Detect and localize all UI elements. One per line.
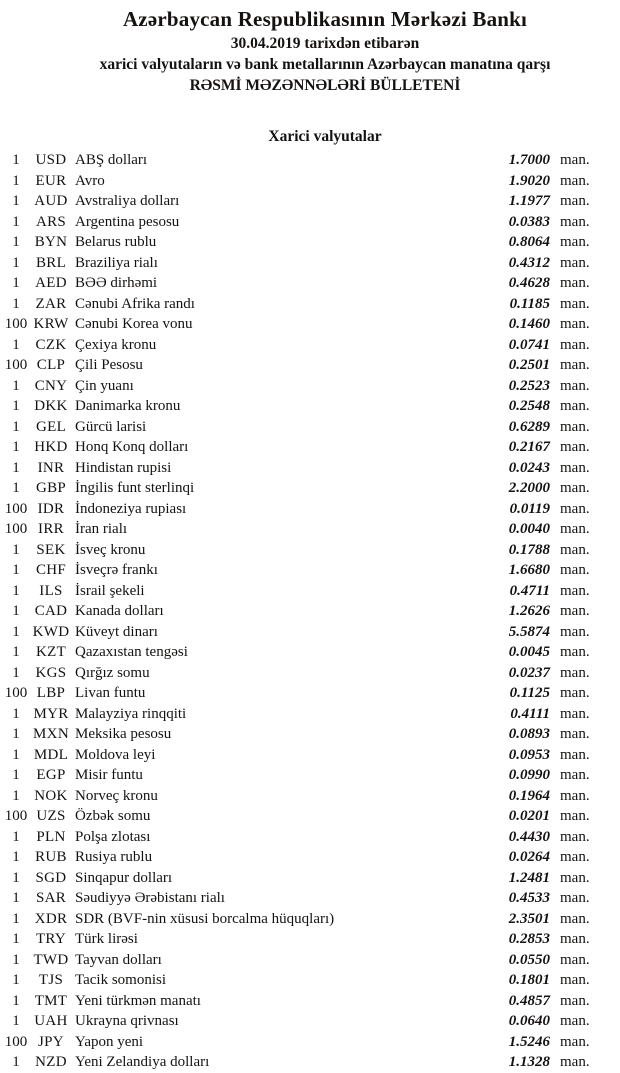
currency-code-cell: MDL	[33, 746, 69, 763]
unit-cell: man.	[560, 562, 590, 578]
currency-name-cell: Çili Pesosu	[75, 357, 143, 373]
currency-name-cell: Özbək somu	[75, 808, 151, 824]
unit-cell: man.	[560, 849, 590, 865]
rate-value-cell: 0.4111	[510, 705, 550, 722]
rate-value-cell: 0.1185	[509, 295, 550, 312]
table-row	[0, 663, 620, 684]
table-row	[0, 1052, 620, 1073]
table-row	[0, 642, 620, 663]
quantity-cell: 1	[12, 172, 20, 189]
quantity-cell: 1	[12, 644, 20, 660]
quantity-cell: 1	[12, 254, 20, 271]
unit-cell: man.	[560, 685, 590, 701]
table-row	[0, 581, 620, 602]
unit-cell: man.	[560, 603, 590, 619]
unit-cell: man.	[560, 541, 590, 558]
unit-cell: man.	[560, 459, 590, 476]
currency-code-cell: JPY	[38, 1033, 64, 1050]
currency-name-cell: Belarus rublu	[75, 234, 157, 250]
currency-code-cell: LBP	[36, 685, 66, 701]
currency-name-cell: BƏƏ dirhəmi	[75, 275, 158, 291]
table-row	[0, 396, 620, 417]
document-subtitle: xarici valyutaların və bank metallarının Azərbaycan manatına qarşı	[99, 56, 551, 73]
currency-code-cell: CHF	[35, 562, 67, 578]
effective-date-line: 30.04.2019 tarixdən etibarən	[230, 35, 420, 52]
unit-cell: man.	[560, 521, 590, 537]
table-row	[0, 335, 620, 356]
table-row	[0, 314, 620, 335]
rate-value-cell: 1.5246	[508, 1033, 550, 1050]
currency-name-cell: Hindistan rupisi	[75, 459, 172, 476]
unit-cell: man.	[560, 869, 590, 886]
currency-code-cell: UZS	[36, 808, 66, 824]
unit-cell: man.	[560, 623, 590, 640]
rate-value-cell: 2.3501	[508, 910, 550, 927]
rate-value-cell: 0.2548	[508, 398, 550, 414]
unit-cell: man.	[560, 316, 590, 332]
currency-code-cell: XDR	[34, 910, 68, 927]
currency-code-cell: HKD	[34, 439, 68, 455]
table-row	[0, 519, 620, 540]
quantity-cell: 1	[12, 1013, 20, 1029]
currency-code-cell: CNY	[34, 377, 68, 394]
unit-cell: man.	[560, 439, 590, 455]
table-row	[0, 929, 620, 950]
unit-cell: man.	[560, 951, 590, 968]
currency-code-cell: CAD	[34, 603, 68, 619]
currency-name-cell: Tayvan dolları	[75, 951, 162, 968]
quantity-cell: 1	[12, 562, 20, 578]
currency-code-cell: UAH	[34, 1013, 68, 1029]
currency-name-cell: Moldova leyi	[75, 746, 156, 763]
quantity-cell: 1	[12, 377, 20, 394]
unit-cell: man.	[560, 254, 590, 271]
unit-cell: man.	[560, 377, 590, 394]
rate-value-cell: 0.6289	[508, 418, 550, 435]
rate-value-cell: 0.2501	[508, 357, 550, 373]
currency-name-cell: Qırğız somu	[75, 664, 150, 681]
currency-name-cell: Misir funtu	[75, 767, 143, 783]
unit-cell: man.	[560, 705, 590, 722]
bank-name-title: Azərbaycan Respublikasının Mərkəzi Bankı	[122, 7, 528, 31]
unit-cell: man.	[560, 746, 590, 763]
table-row	[0, 827, 620, 848]
currency-code-cell: EUR	[35, 172, 67, 189]
table-row	[0, 171, 620, 192]
currency-name-cell: Cənubi Korea vonu	[75, 316, 193, 332]
rate-value-cell: 0.2853	[508, 931, 550, 947]
currency-code-cell: NZD	[35, 1054, 67, 1070]
quantity-cell: 100	[4, 685, 28, 701]
rate-value-cell: 0.0550	[508, 951, 550, 968]
table-row	[0, 704, 620, 725]
rate-value-cell: 0.0119	[509, 500, 550, 517]
rate-value-cell: 0.2167	[508, 439, 550, 455]
currency-name-cell: Yeni Zelandiya dolları	[75, 1054, 210, 1070]
currency-name-cell: İsrail şekeli	[75, 582, 145, 599]
currency-code-cell: NOK	[34, 787, 68, 804]
quantity-cell: 1	[12, 398, 20, 414]
quantity-cell: 1	[12, 541, 20, 558]
currency-code-cell: DKK	[34, 398, 68, 414]
currency-code-cell: SAR	[35, 890, 67, 906]
table-row	[0, 417, 620, 438]
table-row	[0, 458, 620, 479]
unit-cell: man.	[560, 295, 590, 312]
unit-cell: man.	[560, 336, 590, 353]
currency-name-cell: Argentina pesosu	[75, 213, 180, 230]
currency-code-cell: KRW	[33, 316, 69, 332]
unit-cell: man.	[560, 992, 590, 1009]
table-row	[0, 232, 620, 253]
table-row	[0, 868, 620, 889]
table-row	[0, 765, 620, 786]
currency-name-cell: Honq Konq dolları	[75, 439, 189, 455]
unit-cell: man.	[560, 644, 590, 660]
table-row	[0, 437, 620, 458]
currency-code-cell: EGP	[36, 767, 66, 783]
table-row	[0, 376, 620, 397]
quantity-cell: 1	[12, 275, 20, 291]
rate-value-cell: 2.2000	[508, 480, 550, 496]
currency-code-cell: MYR	[33, 705, 69, 722]
quantity-cell: 1	[12, 869, 20, 886]
currency-name-cell: Ukrayna qrivnası	[75, 1013, 179, 1029]
unit-cell: man.	[560, 275, 590, 291]
quantity-cell: 1	[12, 746, 20, 763]
rate-value-cell: 0.1125	[509, 685, 550, 701]
rate-value-cell: 0.0640	[508, 1013, 550, 1029]
table-row	[0, 294, 620, 315]
currency-code-cell: MXN	[33, 726, 69, 742]
unit-cell: man.	[560, 152, 590, 168]
quantity-cell: 1	[12, 418, 20, 435]
currency-code-cell: BYN	[34, 234, 68, 250]
quantity-cell: 1	[12, 623, 20, 640]
currency-name-cell: Tacik somonisi	[75, 972, 167, 988]
quantity-cell: 1	[12, 910, 20, 927]
currency-code-cell: SEK	[36, 541, 66, 558]
quantity-cell: 100	[4, 316, 28, 332]
currency-name-cell: Kanada dolları	[75, 603, 164, 619]
rate-value-cell: 0.4430	[508, 828, 550, 845]
currency-name-cell: Rusiya rublu	[75, 849, 153, 865]
rate-value-cell: 1.2481	[508, 869, 550, 886]
currency-code-cell: IDR	[37, 500, 65, 517]
currency-name-cell: Türk lirəsi	[75, 931, 138, 947]
quantity-cell: 1	[12, 726, 20, 742]
currency-code-cell: KZT	[35, 644, 67, 660]
currency-name-cell: Meksika pesosu	[75, 726, 172, 742]
currency-code-cell: TWD	[33, 951, 69, 968]
unit-cell: man.	[560, 172, 590, 189]
currency-name-cell: Sinqapur dolları	[75, 869, 173, 886]
quantity-cell: 1	[12, 234, 20, 250]
currency-name-cell: İndoneziya rupiası	[75, 500, 187, 517]
unit-cell: man.	[560, 828, 590, 845]
section-title-foreign-currencies: Xarici valyutalar	[268, 128, 382, 145]
quantity-cell: 1	[12, 213, 20, 230]
unit-cell: man.	[560, 398, 590, 414]
table-row	[0, 991, 620, 1012]
table-row	[0, 540, 620, 561]
currency-name-cell: Danimarka kronu	[75, 398, 181, 414]
table-row	[0, 499, 620, 520]
rate-value-cell: 0.8064	[508, 234, 550, 250]
quantity-cell: 1	[12, 295, 20, 312]
quantity-cell: 1	[12, 439, 20, 455]
table-row	[0, 909, 620, 930]
quantity-cell: 1	[12, 890, 20, 906]
unit-cell: man.	[560, 1013, 590, 1029]
table-row	[0, 1032, 620, 1053]
table-row	[0, 191, 620, 212]
unit-cell: man.	[560, 234, 590, 250]
currency-code-cell: KGS	[35, 664, 67, 681]
table-row	[0, 601, 620, 622]
currency-name-cell: Norveç kronu	[75, 787, 158, 804]
rate-value-cell: 0.0040	[508, 521, 550, 537]
table-row	[0, 806, 620, 827]
unit-cell: man.	[560, 726, 590, 742]
table-row	[0, 273, 620, 294]
unit-cell: man.	[560, 500, 590, 517]
currency-name-cell: Yapon yeni	[75, 1033, 144, 1050]
rate-value-cell: 0.4628	[508, 275, 550, 291]
table-row	[0, 847, 620, 868]
currency-name-cell: Çin yuanı	[75, 377, 134, 394]
unit-cell: man.	[560, 931, 590, 947]
rate-value-cell: 5.5874	[508, 623, 550, 640]
table-row	[0, 212, 620, 233]
rate-value-cell: 0.0201	[508, 808, 550, 824]
currency-name-cell: Polşa zlotası	[75, 828, 151, 845]
bulletin-title: RƏSMİ MƏZƏNNƏLƏRİ BÜLLETENİ	[189, 77, 461, 94]
table-row	[0, 150, 620, 171]
currency-code-cell: TJS	[38, 972, 64, 988]
currency-code-cell: TMT	[34, 992, 68, 1009]
unit-cell: man.	[560, 357, 590, 373]
unit-cell: man.	[560, 787, 590, 804]
table-row	[0, 355, 620, 376]
quantity-cell: 100	[4, 500, 28, 517]
rate-value-cell: 0.4533	[508, 890, 550, 906]
table-row	[0, 950, 620, 971]
currency-name-cell: Gürcü larisi	[75, 418, 147, 435]
rate-value-cell: 0.0045	[508, 644, 550, 660]
currency-code-cell: IRR	[38, 521, 64, 537]
currency-name-cell: Malayziya rinqqiti	[75, 705, 187, 722]
currency-name-cell: Yeni türkmən manatı	[75, 992, 201, 1009]
table-row	[0, 970, 620, 991]
rate-value-cell: 0.4857	[508, 992, 550, 1009]
currency-name-cell: ABŞ dolları	[75, 152, 148, 168]
quantity-cell: 1	[12, 664, 20, 681]
quantity-cell: 100	[4, 1033, 28, 1050]
unit-cell: man.	[560, 972, 590, 988]
currency-code-cell: GBP	[35, 480, 67, 496]
currency-name-cell: İsveç kronu	[75, 541, 146, 558]
currency-code-cell: BRL	[35, 254, 67, 271]
currency-name-cell: Livan funtu	[75, 685, 146, 701]
table-row	[0, 786, 620, 807]
unit-cell: man.	[560, 1054, 590, 1070]
quantity-cell: 1	[12, 336, 20, 353]
rate-value-cell: 1.7000	[508, 152, 550, 168]
quantity-cell: 100	[4, 521, 28, 537]
rate-value-cell: 0.1788	[508, 541, 550, 558]
rate-value-cell: 0.0264	[508, 849, 550, 865]
currency-code-cell: KWD	[32, 623, 70, 640]
currency-code-cell: TRY	[35, 931, 67, 947]
quantity-cell: 100	[4, 808, 28, 824]
quantity-cell: 1	[12, 480, 20, 496]
unit-cell: man.	[560, 213, 590, 230]
unit-cell: man.	[560, 582, 590, 599]
currency-code-cell: GEL	[35, 418, 67, 435]
rate-value-cell: 0.0893	[508, 726, 550, 742]
rate-value-cell: 0.0237	[508, 664, 550, 681]
currency-code-cell: ILS	[39, 582, 63, 599]
rate-value-cell: 0.0741	[508, 336, 550, 353]
currency-name-cell: Braziliya rialı	[75, 254, 158, 271]
quantity-cell: 100	[4, 357, 28, 373]
currency-code-cell: INR	[37, 459, 65, 476]
currency-code-cell: RUB	[35, 849, 67, 865]
rate-value-cell: 0.1801	[508, 972, 550, 988]
rate-value-cell: 1.6680	[508, 562, 550, 578]
rate-value-cell: 0.0383	[508, 213, 550, 230]
rate-value-cell: 1.1328	[508, 1054, 550, 1070]
rates-table	[0, 150, 620, 1073]
rate-value-cell: 0.1460	[508, 316, 550, 332]
rate-value-cell: 0.0990	[508, 767, 550, 783]
unit-cell: man.	[560, 1033, 590, 1050]
currency-name-cell: Avro	[75, 172, 105, 189]
currency-code-cell: AUD	[34, 193, 68, 209]
currency-name-cell: Səudiyyə Ərəbistanı rialı	[75, 890, 225, 906]
currency-code-cell: CZK	[35, 336, 67, 353]
table-row	[0, 683, 620, 704]
quantity-cell: 1	[12, 992, 20, 1009]
rate-value-cell: 0.1964	[508, 787, 550, 804]
quantity-cell: 1	[12, 951, 20, 968]
quantity-cell: 1	[12, 603, 20, 619]
rate-value-cell: 0.0953	[508, 746, 550, 763]
unit-cell: man.	[560, 890, 590, 906]
rate-value-cell: 0.0243	[508, 459, 550, 476]
currency-code-cell: ZAR	[35, 295, 67, 312]
currency-code-cell: CLP	[36, 357, 66, 373]
unit-cell: man.	[560, 910, 590, 927]
table-row	[0, 1011, 620, 1032]
table-row	[0, 745, 620, 766]
quantity-cell: 1	[12, 193, 20, 209]
currency-name-cell: Küveyt dinarı	[75, 623, 158, 640]
currency-code-cell: AED	[35, 275, 67, 291]
currency-name-cell: Çexiya kronu	[75, 336, 157, 353]
table-row	[0, 253, 620, 274]
table-row	[0, 724, 620, 745]
rate-value-cell: 0.4711	[509, 582, 550, 599]
quantity-cell: 1	[12, 459, 20, 476]
unit-cell: man.	[560, 808, 590, 824]
quantity-cell: 1	[12, 787, 20, 804]
currency-name-cell: SDR (BVF-nin xüsusi borcalma hüquqları)	[75, 910, 335, 927]
unit-cell: man.	[560, 193, 590, 209]
quantity-cell: 1	[12, 1054, 20, 1070]
rate-value-cell: 1.9020	[508, 172, 550, 189]
unit-cell: man.	[560, 418, 590, 435]
currency-name-cell: İngilis funt sterlinqi	[75, 480, 195, 496]
unit-cell: man.	[560, 664, 590, 681]
quantity-cell: 1	[12, 705, 20, 722]
currency-name-cell: İsveçrə frankı	[75, 562, 158, 578]
currency-code-cell: USD	[35, 152, 67, 168]
currency-name-cell: Cənubi Afrika randı	[75, 295, 195, 312]
table-row	[0, 888, 620, 909]
quantity-cell: 1	[12, 972, 20, 988]
quantity-cell: 1	[12, 152, 20, 168]
rate-value-cell: 1.1977	[508, 193, 550, 209]
rate-value-cell: 0.4312	[508, 254, 550, 271]
quantity-cell: 1	[12, 931, 20, 947]
rate-value-cell: 0.2523	[508, 377, 550, 394]
quantity-cell: 1	[12, 582, 20, 599]
currency-code-cell: SGD	[35, 869, 67, 886]
currency-name-cell: İran rialı	[75, 521, 128, 537]
quantity-cell: 1	[12, 849, 20, 865]
table-row	[0, 560, 620, 581]
quantity-cell: 1	[12, 828, 20, 845]
table-row	[0, 478, 620, 499]
rate-value-cell: 1.2626	[508, 603, 550, 619]
currency-name-cell: Qazaxıstan tengəsi	[75, 644, 188, 660]
table-row	[0, 622, 620, 643]
currency-code-cell: ARS	[35, 213, 67, 230]
quantity-cell: 1	[12, 767, 20, 783]
unit-cell: man.	[560, 480, 590, 496]
currency-name-cell: Avstraliya dolları	[75, 193, 180, 209]
currency-code-cell: PLN	[36, 828, 66, 845]
unit-cell: man.	[560, 767, 590, 783]
document-header	[0, 0, 620, 96]
